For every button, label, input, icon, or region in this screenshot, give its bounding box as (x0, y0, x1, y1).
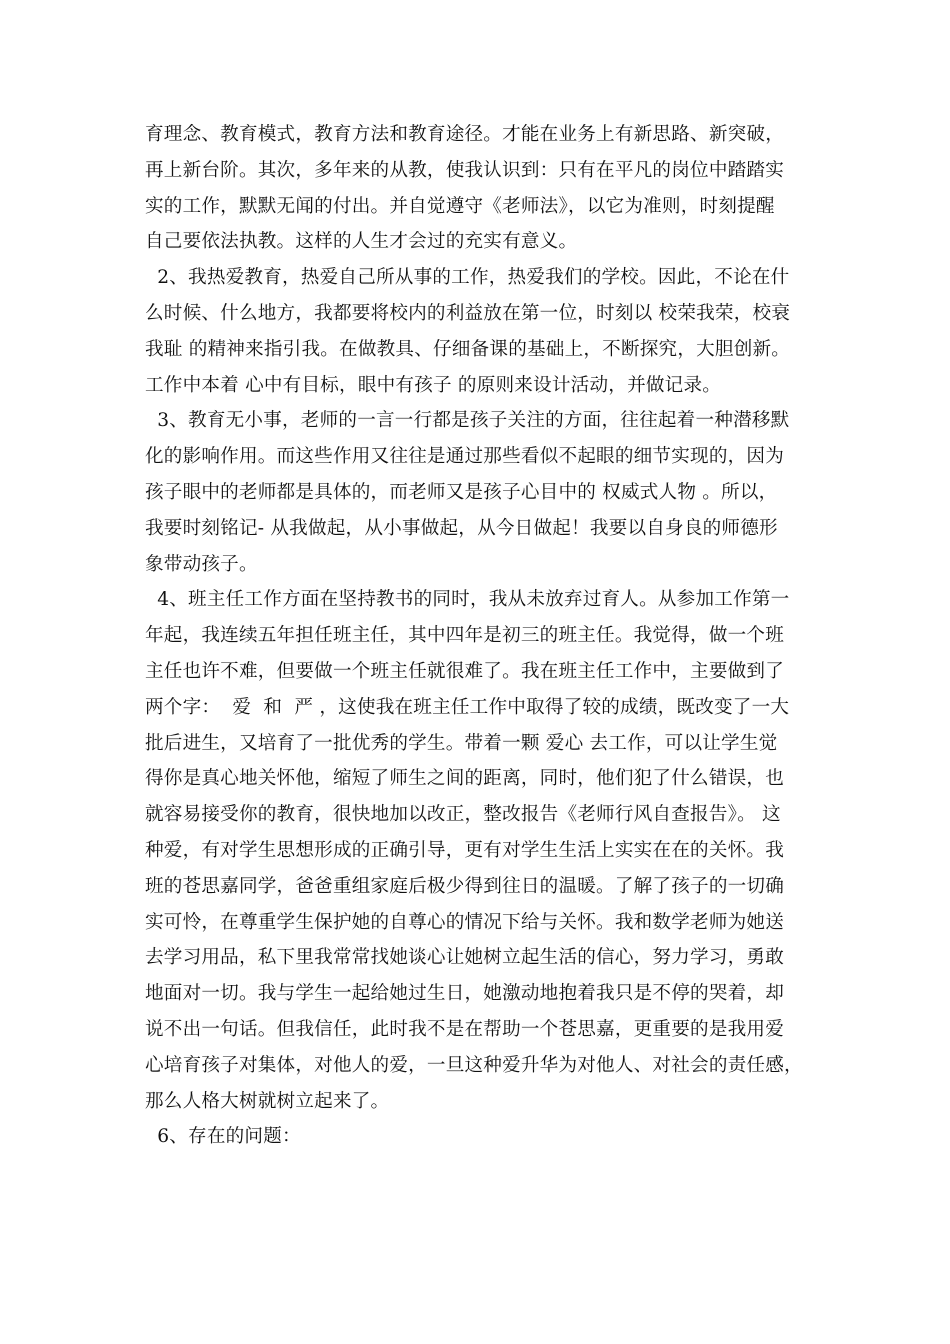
text-line: 就容易接受你的教育，很快地加以改正，整改报告《老师行风自查报告》。 这 (145, 804, 781, 826)
text-line: 4、班主任工作方面在坚持教书的同时，我从未放弃过育人。从参加工作第一 (145, 589, 790, 611)
text-line: 3、教育无小事，老师的一言一行都是孩子关注的方面，往往起着一种潜移默 (145, 410, 790, 432)
text-line: 孩子眼中的老师都是具体的，而老师又是孩子心目中的 权威式人物 。所以， (145, 481, 778, 503)
text-line: 主任也许不难，但要做一个班主任就很难了。我在班主任工作中，主要做到了 (145, 660, 784, 682)
text-line: 再上新台阶。其次，多年来的从教，使我认识到：只有在平凡的岗位中踏踏实 (145, 159, 784, 181)
text-line: 6、存在的问题： (145, 1126, 301, 1148)
text-line: 班的苍思嘉同学，爸爸重组家庭后极少得到往日的温暖。了解了孩子的一切确 (145, 875, 784, 897)
text-line: 实可怜，在尊重学生保护她的自尊心的情况下给与关怀。我和数学老师为她送 (145, 911, 784, 933)
text-line: 实的工作，默默无闻的付出。并自觉遵守《老师法》，以它为准则，时刻提醒 (145, 195, 775, 217)
text-line: 我要时刻铭记- 从我做起，从小事做起，从今日做起！我要以自身良的师德形 (145, 517, 778, 539)
text-line: 得你是真心地关怀他，缩短了师生之间的距离，同时，他们犯了什么错误，也 (145, 768, 784, 790)
text-line: 么时候、什么地方，我都要将校内的利益放在第一位，时刻以 校荣我荣，校衰 (145, 302, 791, 324)
text-line: 那么人格大树就树立起来了。 (145, 1090, 390, 1112)
document-body (145, 117, 810, 1155)
text-line: 去学习用品，私下里我常常找她谈心让她树立起生活的信心，努力学习，勇敢 (145, 947, 784, 969)
text-line: 我耻 的精神来指引我。在做教具、仔细备课的基础上，不断探究，大胆创新。 (145, 338, 791, 360)
text-line: 说不出一句话。但我信任，此时我不是在帮助一个苍思嘉，更重要的是我用爱 (145, 1018, 784, 1040)
text-line: 工作中本着 心中有目标，眼中有孩子 的原则来设计活动，并做记录。 (145, 374, 722, 396)
text-line: 年起，我连续五年担任班主任，其中四年是初三的班主任。我觉得，做一个班 (145, 625, 784, 647)
text-line: 批后进生，又培育了一批优秀的学生。带着一颗 爱心 去工作，可以让学生觉 (145, 732, 778, 754)
text-line: 心培育孩子对集体，对他人的爱，一旦这种爱升华为对他人、对社会的责任感， (145, 1054, 803, 1076)
text-line: 2、我热爱教育，热爱自己所从事的工作，热爱我们的学校。因此，不论在什 (145, 267, 790, 289)
text-line: 自己要依法执教。这样的人生才会过的充实有意义。 (145, 231, 578, 253)
text-line: 地面对一切。我与学生一起给她过生日，她激动地抱着我只是不停的哭着，却 (145, 983, 784, 1005)
text-line: 种爱，有对学生思想形成的正确引导，更有对学生生活上实实在在的关怀。我 (145, 839, 784, 861)
text-line: 象带动孩子。 (145, 553, 258, 575)
text-line: 育理念、教育模式，教育方法和教育途径。才能在业务上有新思路、新突破， (145, 124, 784, 145)
text-line: 化的影响作用。而这些作用又往往是通过那些看似不起眼的细节实现的，因为 (145, 446, 784, 468)
text-line: 两个字： 爱 和 严 ，这使我在班主任工作中取得了较的成绩，既改变了一大 (145, 696, 790, 718)
